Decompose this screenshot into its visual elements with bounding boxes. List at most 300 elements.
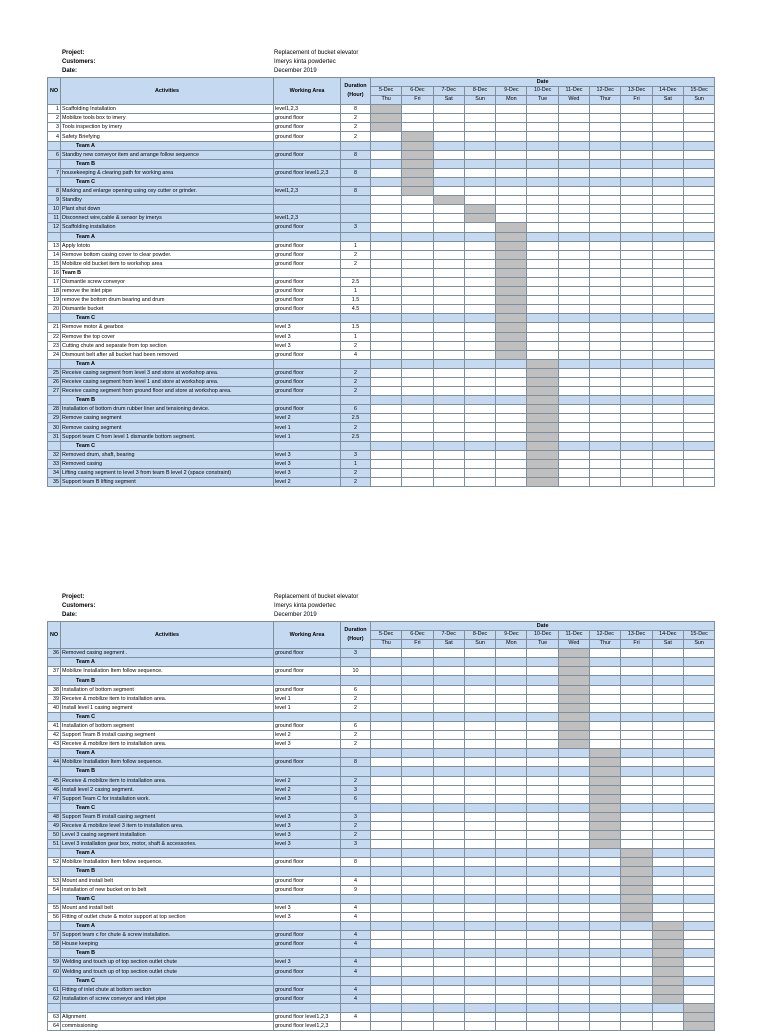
- team-row: [48, 712, 715, 721]
- gantt-cell: [621, 450, 652, 459]
- row-area: ground floor: [274, 378, 341, 387]
- gantt-cell: [433, 177, 464, 186]
- gantt-cell: [652, 214, 683, 223]
- gantt-cell: [371, 341, 402, 350]
- row-no: [48, 949, 61, 958]
- gantt-cell: [402, 159, 433, 168]
- gantt-cell: [402, 223, 433, 232]
- gantt-cell: [683, 922, 714, 931]
- gantt-cell: [621, 378, 652, 387]
- gantt-cell: [433, 831, 464, 840]
- gantt-cell: [464, 114, 495, 123]
- gantt-cell: [496, 132, 527, 141]
- gantt-cell: [402, 849, 433, 858]
- row-duration: 4.5: [341, 305, 371, 314]
- gantt-cell: [652, 268, 683, 277]
- col-no-header: NO: [48, 78, 61, 105]
- gantt-cell: [496, 858, 527, 867]
- gantt-cell: [683, 468, 714, 477]
- gantt-cell: [652, 405, 683, 414]
- gantt-cell: [683, 405, 714, 414]
- gantt-cell: [402, 803, 433, 812]
- gantt-cell: [652, 132, 683, 141]
- table-row: [48, 703, 715, 712]
- gantt-cell: [496, 478, 527, 487]
- gantt-cell: [371, 396, 402, 405]
- gantt-cell: [652, 459, 683, 468]
- gantt-cell: [683, 676, 714, 685]
- gantt-cell: [464, 378, 495, 387]
- gantt-cell: [621, 794, 652, 803]
- gantt-cell: [652, 785, 683, 794]
- day-name-header: Sun: [464, 640, 495, 649]
- gantt-cell: [402, 478, 433, 487]
- row-activity: housekeeping & clearing path for working area: [61, 168, 274, 177]
- gantt-cell: [496, 667, 527, 676]
- gantt-cell: [527, 368, 558, 377]
- gantt-cell: [371, 940, 402, 949]
- gantt-cell: [652, 803, 683, 812]
- gantt-cell: [496, 259, 527, 268]
- gantt-cell: [527, 967, 558, 976]
- team-label: Team A: [61, 749, 274, 758]
- gantt-cell: [402, 332, 433, 341]
- row-area: [274, 141, 341, 150]
- gantt-cell: [652, 985, 683, 994]
- row-activity: House keeping: [61, 940, 274, 949]
- gantt-cell: [652, 712, 683, 721]
- gantt-cell: [621, 712, 652, 721]
- gantt-cell: [527, 323, 558, 332]
- gantt-cell: [621, 105, 652, 114]
- gantt-cell: [527, 840, 558, 849]
- gantt-cell: [402, 712, 433, 721]
- gantt-cell: [590, 414, 621, 423]
- gantt-cell: [527, 177, 558, 186]
- gantt-cell: [558, 205, 589, 214]
- gantt-cell: [402, 912, 433, 921]
- gantt-cell: [652, 740, 683, 749]
- row-duration: 2.5: [341, 414, 371, 423]
- gantt-cell: [558, 341, 589, 350]
- gantt-cell: [558, 831, 589, 840]
- gantt-cell: [590, 803, 621, 812]
- gantt-cell: [590, 1003, 621, 1012]
- row-duration: 4: [341, 940, 371, 949]
- row-no: 6: [48, 150, 61, 159]
- gantt-cell: [464, 232, 495, 241]
- gantt-cell: [402, 694, 433, 703]
- row-duration: 2: [341, 694, 371, 703]
- gantt-cell: [464, 141, 495, 150]
- project-label: Project:: [62, 50, 85, 56]
- gantt-cell: [590, 758, 621, 767]
- table-row: [48, 1022, 715, 1031]
- gantt-cell: [621, 721, 652, 730]
- gantt-cell: [496, 241, 527, 250]
- gantt-cell: [402, 721, 433, 730]
- row-area: level 3: [274, 794, 341, 803]
- row-no: 20: [48, 305, 61, 314]
- day-name-header: Thur: [590, 96, 621, 105]
- gantt-cell: [371, 922, 402, 931]
- row-duration: 4: [341, 903, 371, 912]
- gantt-cell: [433, 894, 464, 903]
- gantt-cell: [402, 177, 433, 186]
- row-activity: remove the bottom drum bearing and drum: [61, 296, 274, 305]
- gantt-cell: [433, 931, 464, 940]
- gantt-cell: [402, 985, 433, 994]
- gantt-cell: [496, 749, 527, 758]
- table-row: [48, 105, 715, 114]
- gantt-cell: [402, 405, 433, 414]
- row-activity: Dismount belt after all bucket had been removed: [61, 350, 274, 359]
- gantt-cell: [433, 259, 464, 268]
- row-activity: Receive casing segment from level 1 and store at workshop area.: [61, 378, 274, 387]
- gantt-cell: [590, 350, 621, 359]
- row-activity: Plant shut down: [61, 205, 274, 214]
- row-area: ground floor: [274, 250, 341, 259]
- gantt-cell: [402, 858, 433, 867]
- gantt-cell: [402, 831, 433, 840]
- row-duration: [341, 359, 371, 368]
- row-area: level 3: [274, 840, 341, 849]
- row-duration: 3: [341, 450, 371, 459]
- row-no: [48, 676, 61, 685]
- row-activity: Tools inspection by imery: [61, 123, 274, 132]
- day-name-header: Tue: [527, 640, 558, 649]
- gantt-cell: [590, 976, 621, 985]
- row-duration: 3: [341, 649, 371, 658]
- gantt-cell: [371, 912, 402, 921]
- gantt-cell: [464, 359, 495, 368]
- gantt-cell: [433, 214, 464, 223]
- row-area: ground floor: [274, 885, 341, 894]
- gantt-cell: [496, 1022, 527, 1031]
- gantt-cell: [496, 649, 527, 658]
- gantt-cell: [402, 658, 433, 667]
- gantt-cell: [433, 903, 464, 912]
- gantt-cell: [652, 314, 683, 323]
- gantt-cell: [464, 468, 495, 477]
- gantt-cell: [433, 721, 464, 730]
- table-row: [48, 685, 715, 694]
- gantt-cell: [590, 332, 621, 341]
- gantt-cell: [621, 685, 652, 694]
- sheet-header: [0, 593, 768, 619]
- gantt-cell: [558, 903, 589, 912]
- gantt-cell: [496, 350, 527, 359]
- gantt-cell: [464, 849, 495, 858]
- day-date-header: 6-Dec: [402, 631, 433, 640]
- gantt-cell: [527, 740, 558, 749]
- row-duration: 2: [341, 478, 371, 487]
- row-no: 11: [48, 214, 61, 223]
- gantt-cell: [402, 368, 433, 377]
- gantt-cell: [464, 150, 495, 159]
- gantt-cell: [371, 168, 402, 177]
- row-no: 37: [48, 667, 61, 676]
- gantt-cell: [558, 287, 589, 296]
- gantt-cell: [496, 196, 527, 205]
- gantt-cell: [558, 985, 589, 994]
- row-activity: Mobilize old bucket item to workshop area: [61, 259, 274, 268]
- gantt-cell: [371, 867, 402, 876]
- row-area: ground floor: [274, 685, 341, 694]
- row-activity: Install level 2 casing segment.: [61, 785, 274, 794]
- row-no: 49: [48, 821, 61, 830]
- gantt-cell: [402, 867, 433, 876]
- gantt-cell: [558, 459, 589, 468]
- gantt-cell: [558, 885, 589, 894]
- gantt-cell: [496, 985, 527, 994]
- gantt-cell: [402, 150, 433, 159]
- gantt-cell: [496, 250, 527, 259]
- day-date-header: 13-Dec: [621, 87, 652, 96]
- gantt-cell: [527, 314, 558, 323]
- gantt-cell: [464, 159, 495, 168]
- row-area: ground floor: [274, 940, 341, 949]
- row-activity: Remove casing segment: [61, 414, 274, 423]
- row-duration: 2: [341, 132, 371, 141]
- gantt-cell: [433, 232, 464, 241]
- gantt-cell: [464, 776, 495, 785]
- row-area: level 3: [274, 831, 341, 840]
- gantt-cell: [652, 676, 683, 685]
- gantt-cell: [621, 332, 652, 341]
- gantt-cell: [558, 958, 589, 967]
- gantt-cell: [558, 821, 589, 830]
- gantt-cell: [558, 712, 589, 721]
- gantt-cell: [652, 1003, 683, 1012]
- gantt-cell: [527, 168, 558, 177]
- gantt-cell: [621, 831, 652, 840]
- row-activity: Receive & mobilize level 3 item to installation area.: [61, 821, 274, 830]
- row-no: 64: [48, 1022, 61, 1031]
- gantt-cell: [621, 187, 652, 196]
- row-no: 23: [48, 341, 61, 350]
- row-area: level 1: [274, 703, 341, 712]
- table-row: [48, 840, 715, 849]
- gantt-cell: [527, 459, 558, 468]
- gantt-cell: [371, 1022, 402, 1031]
- gantt-cell: [558, 685, 589, 694]
- gantt-cell: [464, 305, 495, 314]
- gantt-cell: [621, 1003, 652, 1012]
- gantt-cell: [527, 876, 558, 885]
- gantt-cell: [402, 894, 433, 903]
- table-row: [48, 423, 715, 432]
- table-row: [48, 187, 715, 196]
- gantt-cell: [433, 976, 464, 985]
- gantt-cell: [527, 223, 558, 232]
- team-row: [48, 232, 715, 241]
- row-area: [274, 712, 341, 721]
- row-no: 14: [48, 250, 61, 259]
- gantt-cell: [683, 940, 714, 949]
- gantt-cell: [371, 123, 402, 132]
- gantt-table: [47, 77, 715, 487]
- gantt-cell: [371, 976, 402, 985]
- gantt-cell: [621, 922, 652, 931]
- gantt-cell: [590, 187, 621, 196]
- row-no: [48, 749, 61, 758]
- gantt-cell: [558, 187, 589, 196]
- gantt-cell: [527, 649, 558, 658]
- gantt-cell: [621, 323, 652, 332]
- gantt-cell: [621, 949, 652, 958]
- row-activity: Mount and install belt: [61, 876, 274, 885]
- gantt-cell: [558, 350, 589, 359]
- gantt-cell: [652, 441, 683, 450]
- gantt-cell: [621, 958, 652, 967]
- gantt-cell: [652, 359, 683, 368]
- team-row: [48, 141, 715, 150]
- table-row: [48, 649, 715, 658]
- gantt-cell: [371, 332, 402, 341]
- gantt-cell: [527, 405, 558, 414]
- gantt-cell: [652, 432, 683, 441]
- gantt-cell: [558, 949, 589, 958]
- gantt-cell: [558, 1012, 589, 1021]
- table-row: [48, 931, 715, 940]
- row-duration: [341, 396, 371, 405]
- gantt-cell: [621, 1012, 652, 1021]
- gantt-cell: [464, 187, 495, 196]
- day-date-header: 5-Dec: [371, 87, 402, 96]
- row-no: 2: [48, 114, 61, 123]
- gantt-cell: [496, 876, 527, 885]
- row-activity: Team B: [61, 268, 274, 277]
- gantt-cell: [496, 958, 527, 967]
- row-area: ground floor: [274, 649, 341, 658]
- gantt-cell: [683, 858, 714, 867]
- gantt-cell: [433, 196, 464, 205]
- day-name-header: Sat: [652, 640, 683, 649]
- gantt-cell: [496, 903, 527, 912]
- gantt-cell: [527, 849, 558, 858]
- gantt-cell: [464, 685, 495, 694]
- gantt-cell: [433, 223, 464, 232]
- row-activity: Dismantle bucket: [61, 305, 274, 314]
- gantt-cell: [621, 405, 652, 414]
- date-group-header: Date: [371, 78, 715, 87]
- gantt-cell: [652, 976, 683, 985]
- gantt-cell: [464, 885, 495, 894]
- gantt-cell: [590, 396, 621, 405]
- row-no: 61: [48, 985, 61, 994]
- day-date-header: 15-Dec: [683, 631, 714, 640]
- gantt-cell: [652, 949, 683, 958]
- customers-value: Imerys kinta powdertec: [274, 59, 336, 65]
- gantt-cell: [371, 105, 402, 114]
- gantt-cell: [558, 676, 589, 685]
- gantt-cell: [402, 767, 433, 776]
- gantt-cell: [590, 694, 621, 703]
- row-activity: Install level 1 casing segment: [61, 703, 274, 712]
- gantt-cell: [371, 159, 402, 168]
- table-row: [48, 731, 715, 740]
- gantt-cell: [496, 1003, 527, 1012]
- gantt-cell: [652, 649, 683, 658]
- gantt-cell: [371, 703, 402, 712]
- day-name-header: Sat: [433, 640, 464, 649]
- gantt-cell: [464, 931, 495, 940]
- gantt-table: [47, 621, 715, 1031]
- gantt-cell: [433, 694, 464, 703]
- gantt-cell: [590, 105, 621, 114]
- table-row: [48, 223, 715, 232]
- gantt-cell: [527, 858, 558, 867]
- gantt-cell: [558, 414, 589, 423]
- gantt-cell: [621, 967, 652, 976]
- gantt-cell: [433, 922, 464, 931]
- gantt-cell: [558, 259, 589, 268]
- gantt-cell: [464, 785, 495, 794]
- row-duration: 2: [341, 731, 371, 740]
- gantt-cell: [683, 958, 714, 967]
- gantt-cell: [683, 105, 714, 114]
- team-row: [48, 976, 715, 985]
- gantt-cell: [527, 296, 558, 305]
- gantt-cell: [590, 468, 621, 477]
- gantt-cell: [683, 177, 714, 186]
- gantt-cell: [433, 876, 464, 885]
- gantt-cell: [464, 912, 495, 921]
- gantt-cell: [590, 849, 621, 858]
- gantt-cell: [496, 141, 527, 150]
- gantt-cell: [433, 958, 464, 967]
- team-row: [48, 441, 715, 450]
- row-no: 36: [48, 649, 61, 658]
- gantt-cell: [402, 305, 433, 314]
- gantt-cell: [621, 168, 652, 177]
- gantt-cell: [496, 803, 527, 812]
- gantt-cell: [621, 368, 652, 377]
- gantt-cell: [558, 250, 589, 259]
- gantt-cell: [652, 105, 683, 114]
- row-no: 56: [48, 912, 61, 921]
- gantt-cell: [496, 405, 527, 414]
- row-activity: Lifting casing segment to level 3 from team B level 2 (space constraint): [61, 468, 274, 477]
- row-duration: [341, 159, 371, 168]
- gantt-cell: [652, 305, 683, 314]
- gantt-cell: [558, 359, 589, 368]
- gantt-cell: [402, 114, 433, 123]
- team-row: [48, 1003, 715, 1012]
- row-area: level 3: [274, 821, 341, 830]
- gantt-cell: [590, 268, 621, 277]
- gantt-cell: [652, 758, 683, 767]
- gantt-cell: [558, 803, 589, 812]
- row-area: level 3: [274, 812, 341, 821]
- row-duration: 6: [341, 405, 371, 414]
- gantt-cell: [652, 277, 683, 286]
- row-activity: Support Team B install casing segment: [61, 812, 274, 821]
- gantt-cell: [371, 378, 402, 387]
- gantt-cell: [464, 396, 495, 405]
- gantt-cell: [621, 840, 652, 849]
- gantt-cell: [558, 468, 589, 477]
- row-activity: Support Team C for installation work.: [61, 794, 274, 803]
- gantt-cell: [683, 976, 714, 985]
- row-duration: 2: [341, 114, 371, 123]
- gantt-cell: [464, 794, 495, 803]
- gantt-cell: [371, 812, 402, 821]
- gantt-cell: [527, 785, 558, 794]
- gantt-cell: [402, 323, 433, 332]
- gantt-cell: [652, 749, 683, 758]
